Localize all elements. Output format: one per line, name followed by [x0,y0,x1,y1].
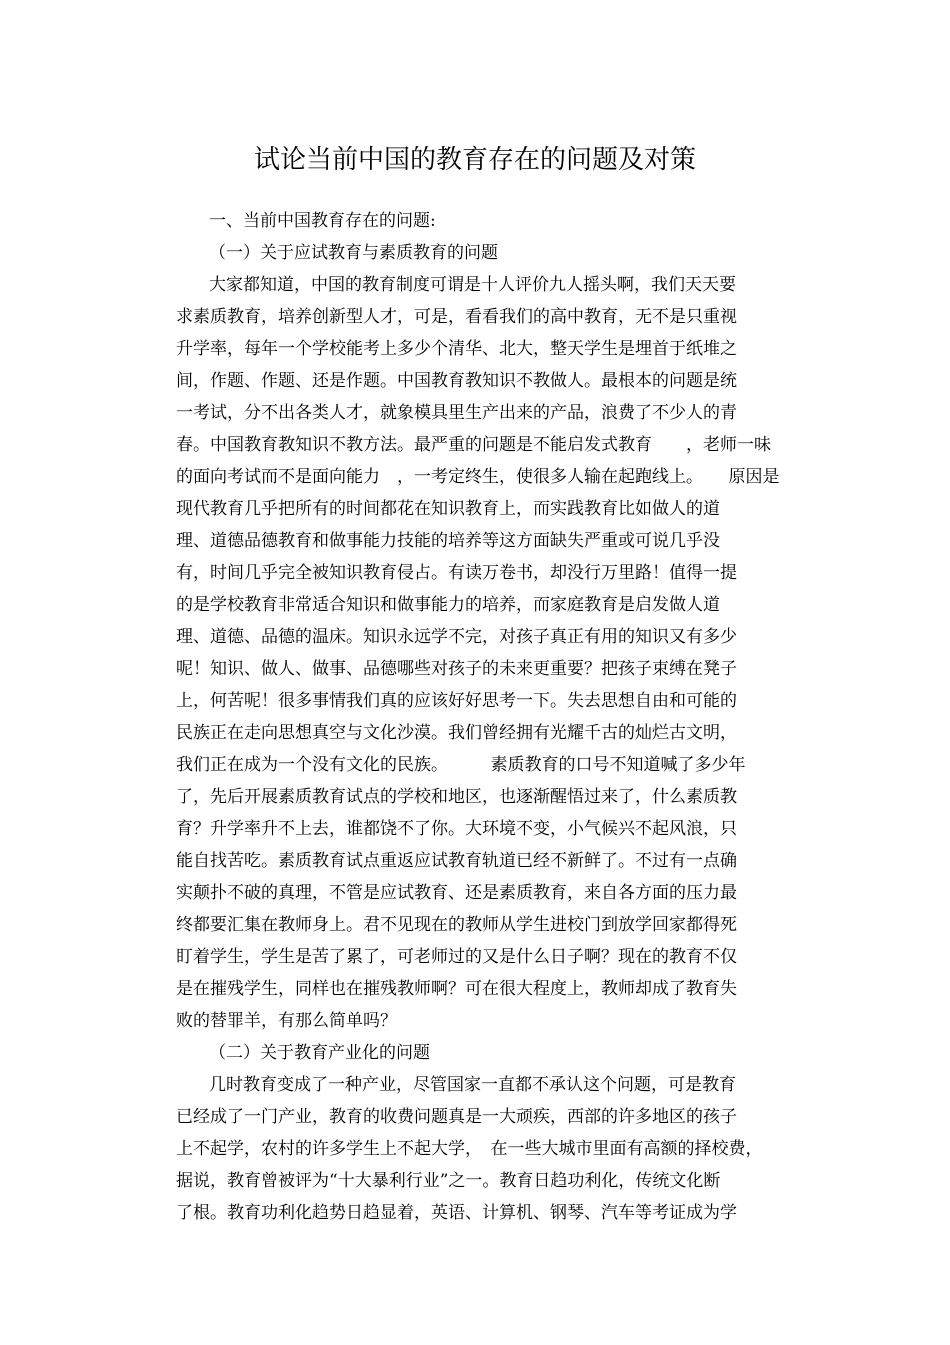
paragraph-line: 求素质教育，培养创新型人才，可是，看看我们的高中教育，无不是只重视 [176,307,737,327]
paragraph-line: 上不起学，农村的许多学生上不起大学， 在一些大城市里面有高额的择校费， [176,1139,763,1159]
paragraph-line: 大家都知道，中国的教育制度可谓是十人评价九人摇头啊，我们天天要 [209,275,736,295]
paragraph-line: 是在摧残学生，同样也在摧残教师啊？可在很大程度上，教师却成了教育失 [176,979,737,999]
paragraph-line: 据说，教育曾被评为“十大暴利行业”之一。教育日趋功利化，传统文化断 [176,1171,721,1191]
subsection-heading: （一）关于应试教育与素质教育的问题 [209,243,498,263]
paragraph-line: 已经成了一门产业，教育的收费问题真是一大顽疾，西部的许多地区的孩子 [176,1107,737,1127]
paragraph-line: 败的替罪羊，有那么简单吗？ [176,1011,397,1031]
paragraph-line: 理、道德、品德的温床。知识永远学不完，对孩子真正有用的知识又有多少 [176,627,737,647]
section-heading: 一、当前中国教育存在的问题: [209,211,436,231]
paragraph-line: 育？升学率升不上去，谁都饶不了你。大环境不变，小气候兴不起风浪，只 [176,819,737,839]
document-title: 试论当前中国的教育存在的问题及对策 [253,145,696,175]
paragraph-line: 终都要汇集在教师身上。君不见现在的教师从学生进校门到放学回家都得死 [176,915,737,935]
paragraph-line: 上，何苦呢！很多事情我们真的应该好好思考一下。失去思想自由和可能的 [176,691,737,711]
paragraph-line: 盯着学生，学生是苦了累了，可老师过的又是什么日子啊？现在的教育不仅 [176,947,737,967]
paragraph-line: 几时教育变成了一种产业，尽管国家一直都不承认这个问题，可是教育 [209,1075,736,1095]
paragraph-line: 我们正在成为一个没有文化的民族。 素质教育的口号不知道喊了多少年 [176,755,746,775]
paragraph-line: 呢！知识、做人、做事、品德哪些对孩子的未来更重要？把孩子束缚在凳子 [176,659,737,679]
paragraph-line: 理、道德品德教育和做事能力技能的培养等这方面缺失严重或可说几乎没 [176,531,720,551]
paragraph-line: 有，时间几乎完全被知识教育侵占。有读万卷书，却没行万里路！值得一提 [176,563,737,583]
paragraph-line: 了，先后开展素质教育试点的学校和地区，也逐渐醒悟过来了，什么素质教 [176,787,737,807]
paragraph-line: 的是学校教育非常适合知识和做事能力的培养，而家庭教育是启发做人道 [176,595,720,615]
paragraph-line: 升学率，每年一个学校能考上多少个清华、北大，整天学生是埋首于纸堆之 [176,339,737,359]
paragraph-line: 的面向考试而不是面向能力 ，一考定终生，使很多人输在起跑线上。 原因是 [176,467,780,487]
paragraph-line: 春。中国教育教知识不教方法。最严重的问题是不能启发式教育 ，老师一味 [176,435,771,455]
paragraph-line: 现代教育几乎把所有的时间都花在知识教育上，而实践教育比如做人的道 [176,499,720,519]
subsection-heading: （二）关于教育产业化的问题 [209,1043,430,1063]
paragraph-line: 间，作题、作题、还是作题。中国教育教知识不教做人。最根本的问题是统 [176,371,737,391]
paragraph-line: 实颠扑不破的真理，不管是应试教育、还是素质教育，来自各方面的压力最 [176,883,737,903]
paragraph-line: 了根。教育功利化趋势日趋显着，英语、计算机、钢琴、汽车等考证成为学 [176,1203,737,1223]
paragraph-line: 民族正在走向思想真空与文化沙漠。我们曾经拥有光耀千古的灿烂古文明， [176,723,737,743]
paragraph-line: 一考试，分不出各类人才，就象模具里生产出来的产品，浪费了不少人的青 [176,403,737,423]
paragraph-line: 能自找苦吃。素质教育试点重返应试教育轨道已经不新鲜了。不过有一点确 [176,851,737,871]
